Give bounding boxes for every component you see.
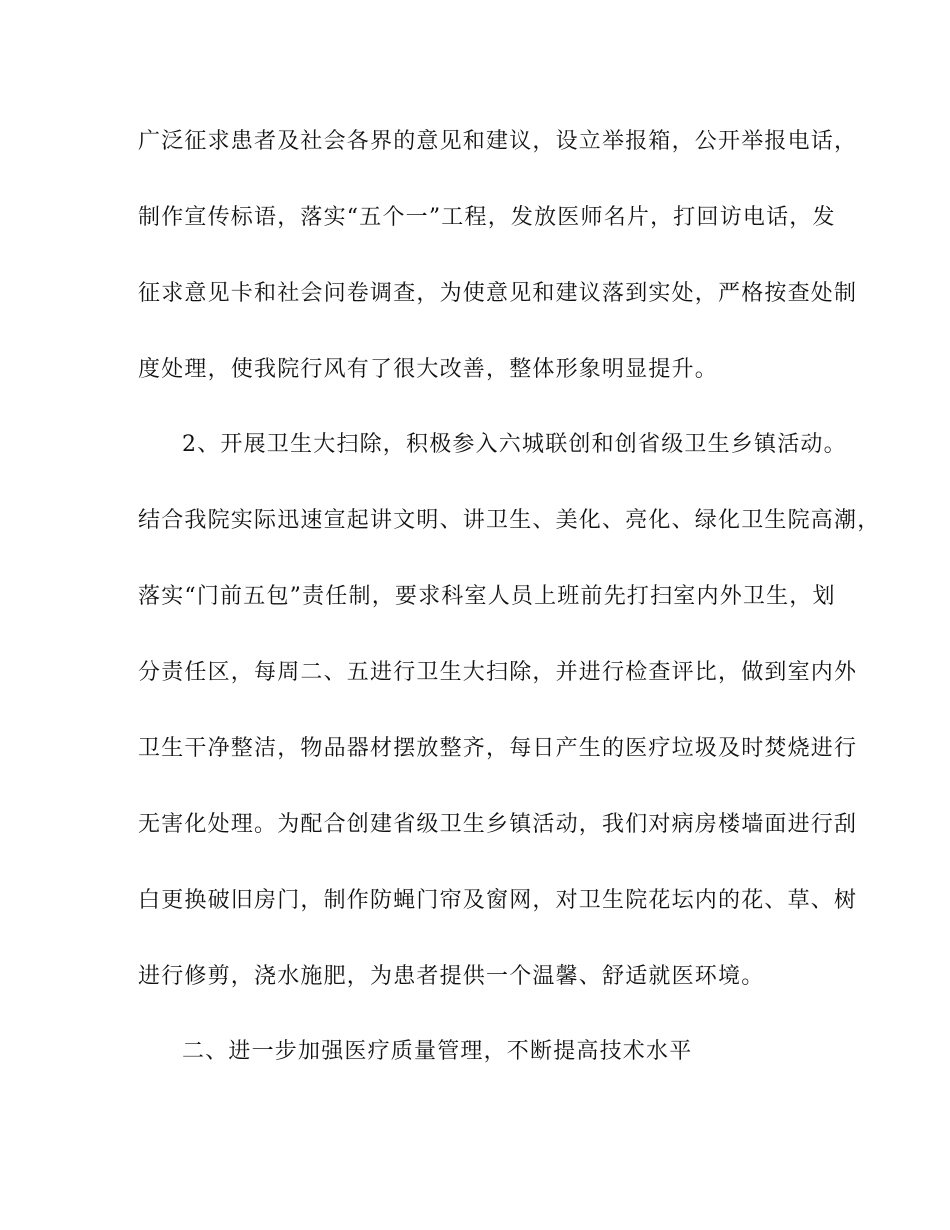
text-line-7: 落实“门前五包”责任制，要求科室人员上班前先打扫室内外卫生，划 [138,584,836,609]
text-line-12: 进行修剪，浇水施肥，为患者提供一个温馨、舒适就医环境。 [138,964,765,989]
text-line-1: 广泛征求患者及社会各界的意见和建议，设立举报箱，公开举报电话， [138,129,858,154]
text-line-10: 无害化处理。为配合创建省级卫生乡镇活动，我们对病房楼墙面进行刮 [138,812,858,837]
text-line-3: 征求意见卡和社会问卷调查，为使意见和建议落到实处，严格按查处制 [138,281,858,306]
text-line-4: 度处理，使我院行风有了很大改善，整体形象明显提升。 [138,357,719,382]
text-line-9: 卫生干净整洁，物品器材摆放整齐，每日产生的医疗垃圾及时焚烧进行 [138,736,858,761]
text-line-6: 结合我院实际迅速宣起讲文明、讲卫生、美化、亮化、绿化卫生院高潮， [138,508,881,533]
text-line-2: 制作宣传标语，落实“五个一”工程，发放医师名片，打回访电话，发 [138,205,836,230]
section-heading-2: 二、进一步加强医疗质量管理，不断提高技术水平 [182,1039,693,1064]
text-line-11: 白更换破旧房门，制作防蝇门帘及窗网，对卫生院花坛内的花、草、树 [138,888,858,913]
paragraph-heading-2: 2、开展卫生大扫除，积极参入六城联创和创省级卫生乡镇活动。 [182,432,847,457]
text-line-8: 分责任区，每周二、五进行卫生大扫除，并进行检查评比，做到室内外 [138,660,858,685]
